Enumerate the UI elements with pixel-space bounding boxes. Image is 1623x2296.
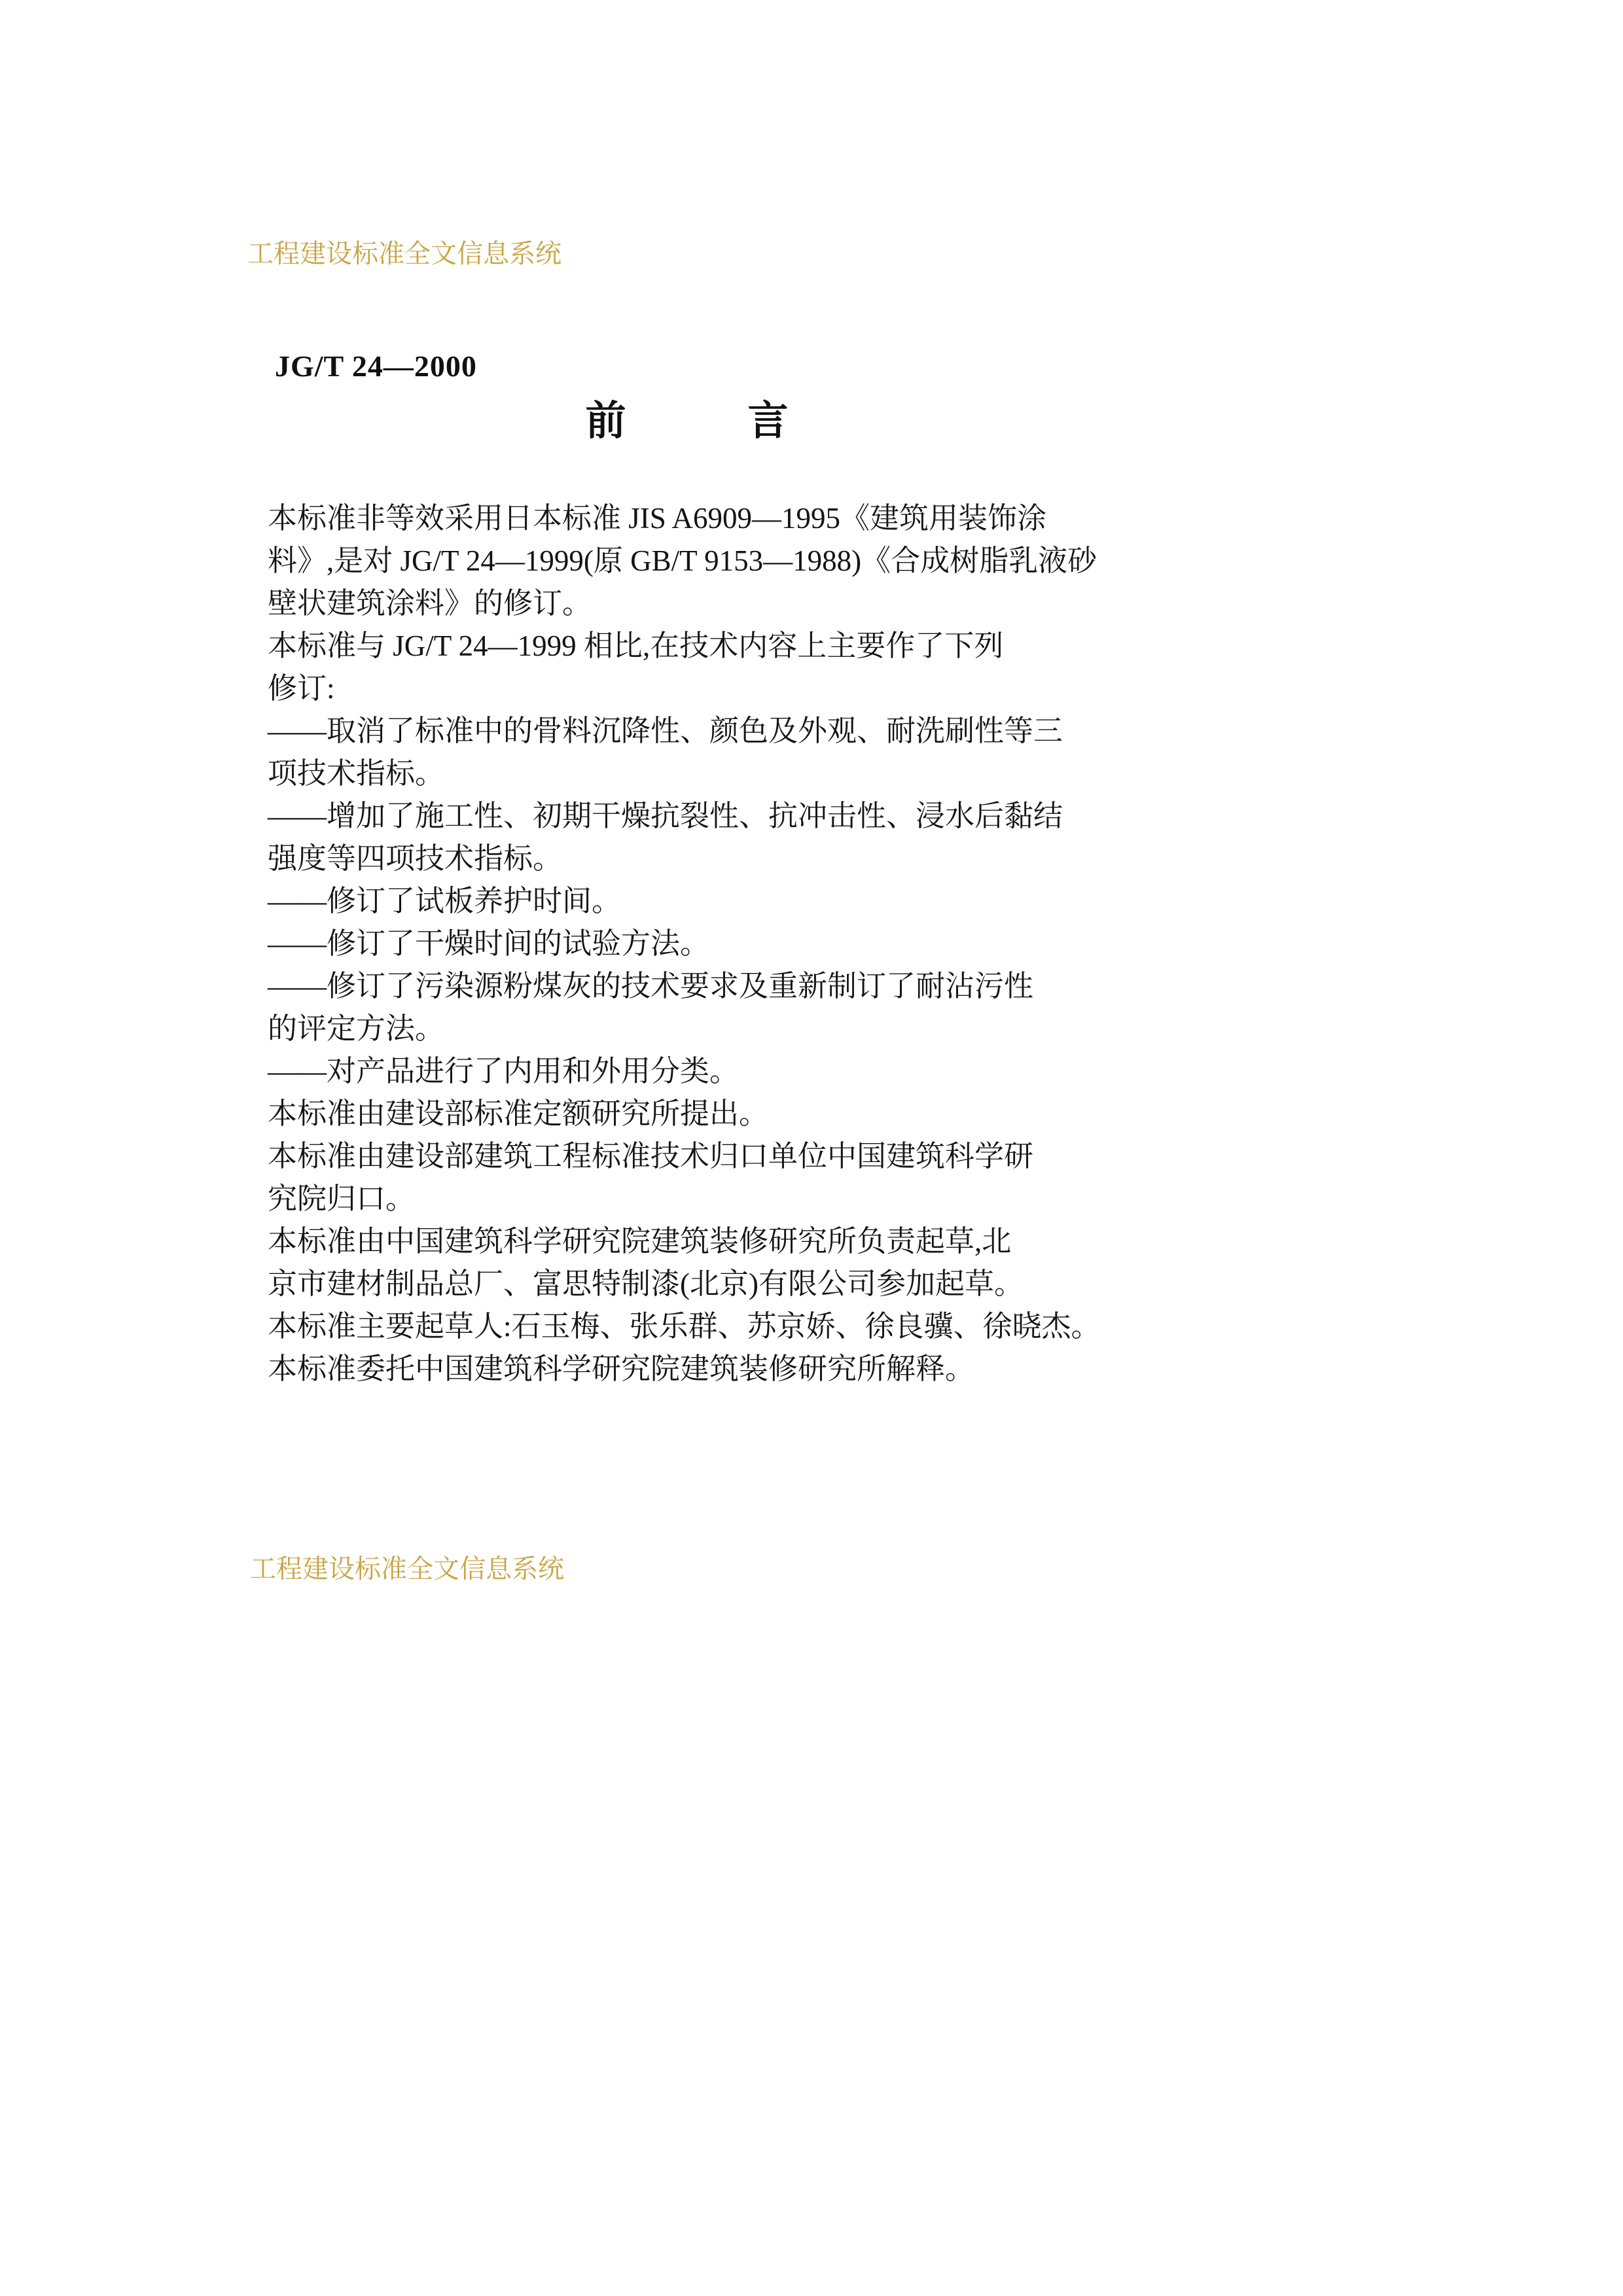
text-line: 的评定方法。 bbox=[268, 1012, 445, 1045]
text-line: 本标准委托中国建筑科学研究院建筑装修研究所解释。 bbox=[268, 1352, 975, 1385]
text-line: ——对产品进行了内用和外用分类。 bbox=[268, 1055, 740, 1087]
text-line: 本标准与 JG/T 24—1999 相比,在技术内容上主要作了下列 bbox=[268, 629, 1004, 662]
text-line: 料》,是对 JG/T 24—1999(原 GB/T 9153—1988)《合成树脂乳液砂 bbox=[268, 544, 1097, 577]
watermark-top: 工程建设标准全文信息系统 bbox=[247, 239, 562, 268]
foreword-title: 前 言 bbox=[585, 398, 789, 444]
text-line: 本标准非等效采用日本标准 JIS A6909—1995《建筑用装饰涂 bbox=[268, 502, 1047, 535]
text-line: ——修订了干燥时间的试验方法。 bbox=[268, 927, 710, 960]
body-text bbox=[268, 497, 1138, 1390]
text-line: ——修订了污染源粉煤灰的技术要求及重新制订了耐沾污性 bbox=[268, 970, 1034, 1002]
watermark-bottom: 工程建设标准全文信息系统 bbox=[250, 1554, 564, 1583]
text-line: ——取消了标准中的骨料沉降性、颜色及外观、耐洗刷性等三 bbox=[268, 715, 1063, 747]
text-line: ——修订了试板养护时间。 bbox=[268, 885, 622, 917]
text-line: 本标准主要起草人:石玉梅、张乐群、苏京娇、徐良骥、徐晓杰。 bbox=[268, 1310, 1101, 1343]
text-line: 项技术指标。 bbox=[268, 757, 445, 790]
text-line: ——增加了施工性、初期干燥抗裂性、抗冲击性、浸水后黏结 bbox=[268, 800, 1063, 832]
text-line: 强度等四项技术指标。 bbox=[268, 842, 563, 875]
text-line: 修订: bbox=[268, 672, 335, 705]
text-line: 本标准由中国建筑科学研究院建筑装修研究所负责起草,北 bbox=[268, 1225, 1012, 1258]
text-line: 究院归口。 bbox=[268, 1182, 416, 1215]
text-line: 壁状建筑涂料》的修订。 bbox=[268, 587, 592, 620]
standard-code: JG/T 24—2000 bbox=[275, 349, 477, 383]
text-line: 本标准由建设部建筑工程标准技术归口单位中国建筑科学研 bbox=[268, 1140, 1034, 1173]
text-line: 京市建材制品总厂、富思特制漆(北京)有限公司参加起草。 bbox=[268, 1267, 1024, 1300]
text-line: 本标准由建设部标准定额研究所提出。 bbox=[268, 1097, 769, 1130]
